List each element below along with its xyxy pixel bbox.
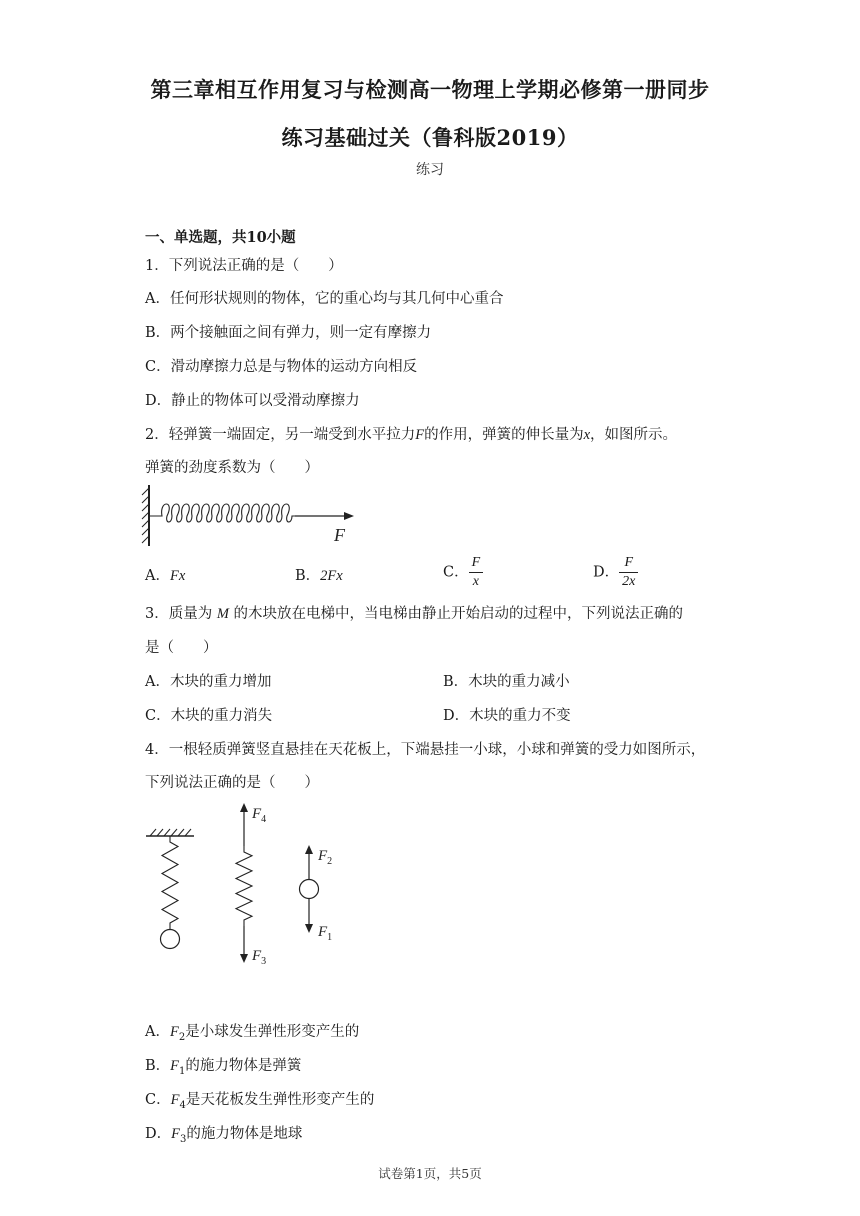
q4-option-d [145, 1122, 302, 1145]
q4-stem-line2: 下列说法正确的是（ ） [145, 775, 319, 791]
q2-option-c-label: C． [443, 564, 469, 581]
q1-option-a: A．任何形状规则的物体，它的重心均与其几何中心重合 [145, 291, 504, 307]
q1-option-c: C．滑动摩擦力总是与物体的运动方向相反 [145, 359, 418, 375]
q3-option-b: B．木块的重力减小 [443, 674, 570, 690]
doc-title-line2: 练习基础过关（鲁科版2019） [281, 125, 579, 150]
q2-option-b-label: B． [295, 568, 321, 584]
spring-figure-horizontal [140, 480, 370, 550]
q2-option-d-label: D． [593, 564, 620, 581]
spring-figure-vertical [140, 798, 360, 970]
q3-var-m: M [216, 606, 229, 622]
q2-stem-line2: 弹簧的劲度系数为（ ） [145, 460, 319, 476]
doc-subtitle: 练习 [416, 162, 444, 178]
page-footer: 试卷第1页，共5页 [378, 1166, 482, 1181]
q3-option-d: D．木块的重力不变 [443, 708, 571, 724]
section-heading: 一、单选题，共10小题 [145, 229, 296, 246]
q4-option-d-var: F [171, 1126, 180, 1142]
q2-option-a-value: Fx [169, 568, 186, 584]
q4-option-c-label: C． [145, 1092, 171, 1108]
q4-option-d-label: D． [145, 1126, 172, 1142]
force-f1-label: $F_1$ [318, 924, 333, 943]
q3-option-a: A．木块的重力增加 [145, 674, 272, 690]
force-f2-label: $F_2$ [318, 848, 333, 867]
q4-option-b-sub: 1 [179, 1065, 186, 1077]
q4-option-a [145, 1020, 359, 1043]
q4-option-b-var: F [170, 1058, 180, 1074]
q2-option-c-denominator: x [472, 574, 479, 589]
q2-option-d-denominator: 2x [622, 574, 636, 589]
q4-option-b-label: B． [145, 1058, 171, 1074]
q2-var-f: F [415, 427, 425, 443]
q2-option-d-fraction [619, 554, 638, 591]
q2-option-c-numerator: F [469, 554, 484, 573]
q4-option-a-text: 是小球发生弹性形变产生的 [185, 1024, 360, 1040]
q2-option-d [593, 554, 638, 591]
q3-option-c: C．木块的重力消失 [145, 708, 273, 724]
force-f4-label: $F_4$ [252, 806, 267, 825]
q2-option-b [295, 564, 343, 585]
spring-force-label: F [334, 525, 345, 545]
q4-stem: 4．一根轻质弹簧竖直悬挂在天花板上，下端悬挂一小球，小球和弹簧的受力如图所示， [145, 742, 706, 758]
q4-option-a-sub: 2 [178, 1031, 186, 1043]
q2-var-x: x [583, 427, 591, 443]
q4-option-a-var: F [169, 1024, 179, 1040]
q4-option-a-label: A． [145, 1024, 170, 1040]
q4-option-c [145, 1088, 374, 1111]
q4-option-b [145, 1054, 301, 1077]
q4-option-b-text: 的施力物体是弹簧 [185, 1058, 302, 1074]
q3-stem-part1: 3．质量为 [145, 606, 213, 622]
q2-stem-part2: 的作用，弹簧的伸长量为 [424, 427, 584, 443]
q1-option-b: B．两个接触面之间有弹力，则一定有摩擦力 [145, 325, 432, 341]
q2-option-a [145, 564, 185, 585]
q1-option-d: D．静止的物体可以受滑动摩擦力 [145, 393, 360, 409]
q2-stem-part3: ，如图所示。 [590, 427, 678, 443]
q4-option-c-text: 是天花板发生弹性形变产生的 [185, 1092, 375, 1108]
q3-stem-part2: 的木块放在电梯中，当电梯由静止开始启动的过程中，下列说法正确的 [233, 606, 684, 622]
q2-option-b-value: 2Fx [320, 568, 343, 584]
q2-option-c [443, 554, 483, 591]
q2-option-a-label: A． [145, 568, 170, 584]
q4-option-c-var: F [170, 1092, 180, 1108]
q4-option-d-text: 的施力物体是地球 [186, 1126, 303, 1142]
doc-title-line1: 第三章相互作用复习与检测高一物理上学期必修第一册同步 [150, 77, 710, 102]
q2-option-d-numerator: F [619, 554, 638, 573]
q4-option-d-sub: 3 [180, 1133, 187, 1145]
q1-stem: 1．下列说法正确的是（ ） [145, 258, 343, 274]
q4-option-c-sub: 4 [179, 1099, 186, 1111]
q2-option-c-fraction [469, 554, 484, 591]
q3-stem [145, 602, 683, 623]
q2-stem [145, 423, 677, 444]
q2-stem-part1: 2．轻弹簧一端固定，另一端受到水平拉力 [145, 427, 416, 443]
q3-stem-line2: 是（ ） [145, 640, 218, 656]
force-f3-label: $F_3$ [252, 948, 267, 967]
